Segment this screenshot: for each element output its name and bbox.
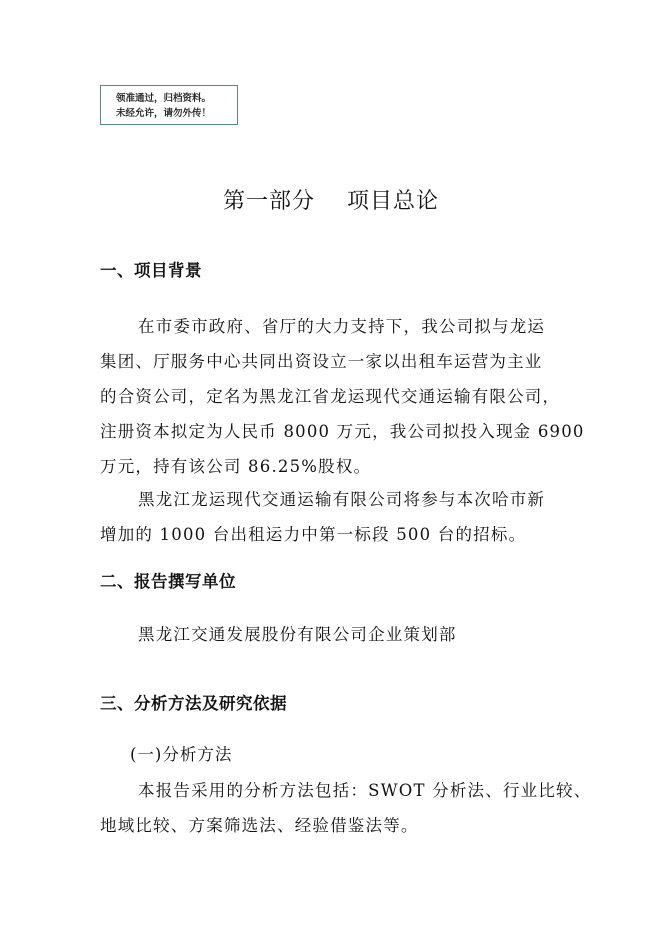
paragraph-line: 地域比较、方案筛选法、经验借鉴法等。 (100, 816, 419, 835)
background-paragraph-2 (100, 482, 562, 552)
paragraph-line: 在市委市政府、省厅的大力支持下，我公司拟与龙运 (138, 317, 546, 336)
section-heading-author-unit: 二、报告撰写单位 (100, 572, 236, 591)
paragraph-line: 增加的 1000 台出租运力中第一标段 500 台的招标。 (100, 525, 527, 544)
paragraph-line: 黑龙江交通发展股份有限公司企业策划部 (138, 625, 457, 644)
author-unit-paragraph (100, 617, 562, 652)
stamp-line-2: 未经允许，请勿外传！ (116, 108, 212, 119)
part-title: 第一部分 项目总论 (223, 189, 439, 214)
paragraph-line: 本报告采用的分析方法包括：SWOT 分析法、行业比较、 (138, 781, 592, 800)
methods-paragraph (100, 773, 592, 843)
stamp-line-1: 领准通过，归档资料。 (116, 93, 212, 104)
approval-stamp (100, 85, 238, 125)
section-heading-background: 一、项目背景 (100, 261, 202, 280)
paragraph-line: 万元，持有该公司 86.25%股权。 (100, 457, 372, 476)
background-paragraph-1 (100, 309, 585, 484)
section-heading-methods: 三、分析方法及研究依据 (100, 694, 287, 713)
paragraph-line: 的合资公司，定名为黑龙江省龙运现代交通运输有限公司， (100, 387, 561, 406)
paragraph-line: 黑龙江龙运现代交通运输有限公司将参与本次哈市新 (138, 490, 546, 509)
paragraph-line: 注册资本拟定为人民币 8000 万元，我公司拟投入现金 6900 (100, 422, 585, 441)
sub-heading-analysis-methods: (一)分析方法 (130, 745, 233, 764)
paragraph-line: 集团、厅服务中心共同出资设立一家以出租车运营为主业 (100, 352, 543, 371)
